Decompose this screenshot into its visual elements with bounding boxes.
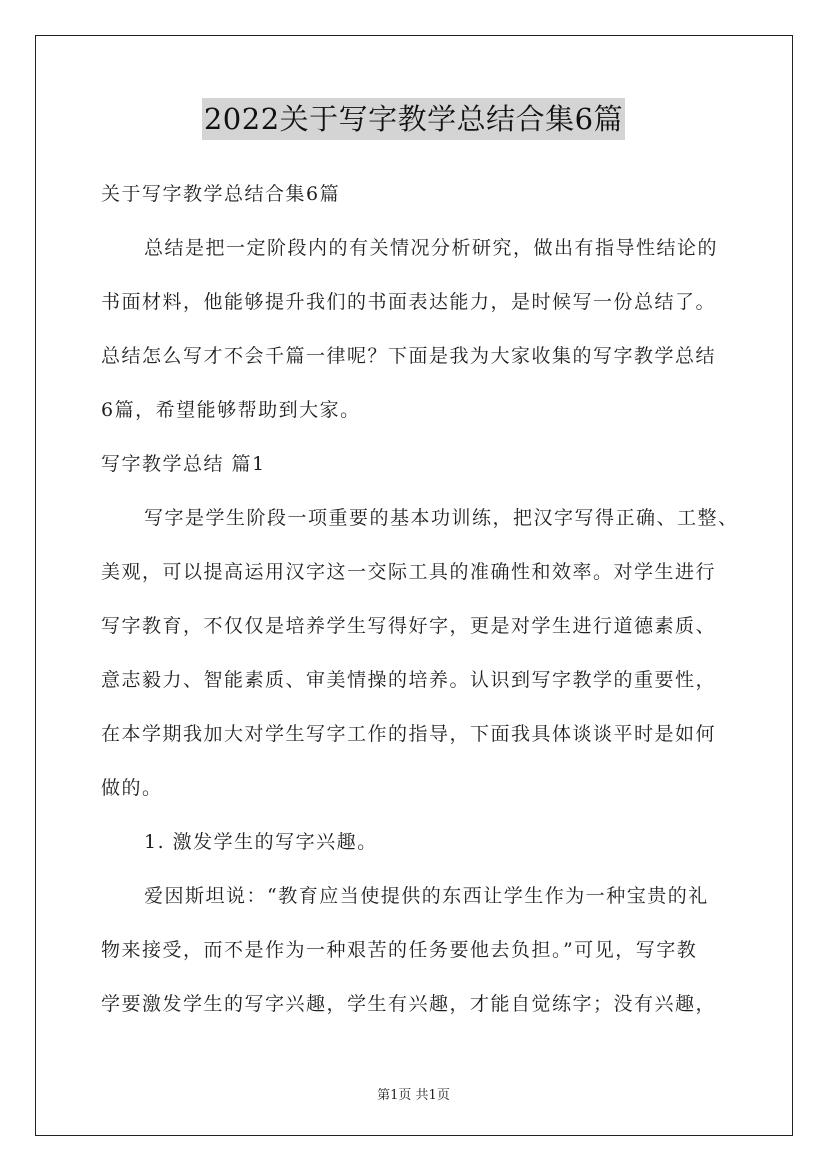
paragraph-line: 写字教育，不仅仅是培养学生写得好字，更是对学生进行道德素质、 [101,615,717,637]
paragraph-line: 学要激发学生的写字兴趣，学生有兴趣，才能自觉练字；没有兴趣， [101,993,717,1015]
document-subtitle: 关于写字教学总结合集6篇 [101,183,341,205]
paragraph-line: 做的。 [101,777,163,799]
list-item-heading: 1. 激发学生的写字兴趣。 [144,831,378,853]
paragraph-line: 写字是学生阶段一项重要的基本功训练，把汉字写得正确、工整、 [144,507,739,529]
paragraph-line: 书面材料，他能够提升我们的书面表达能力，是时候写一份总结了。 [101,291,717,313]
paragraph-line: 美观，可以提高运用汉字这一交际工具的准确性和效率。对学生进行 [101,561,717,583]
section-heading: 写字教学总结 篇1 [101,453,266,475]
paragraph-line: 爱因斯坦说：“教育应当使提供的东西让学生作为一种宝贵的礼 [144,885,709,907]
paragraph-line: 意志毅力、智能素质、审美情操的培养。认识到写字教学的重要性， [101,669,717,691]
title-container [0,98,827,140]
paragraph-line: 总结怎么写才不会千篇一律呢？下面是我为大家收集的写字教学总结 [101,345,717,367]
document-title: 2022关于写字教学总结合集6篇 [202,98,625,140]
page-number: 第1页 共1页 [377,1088,450,1103]
paragraph-line: 物来接受，而不是作为一种艰苦的任务要他去负担。”可见，写字教 [101,939,698,961]
paragraph-line: 在本学期我加大对学生写字工作的指导，下面我具体谈谈平时是如何 [101,723,717,745]
paragraph-line: 总结是把一定阶段内的有关情况分析研究，做出有指导性结论的 [144,237,719,259]
paragraph-line: 6篇，希望能够帮助到大家。 [101,399,361,421]
